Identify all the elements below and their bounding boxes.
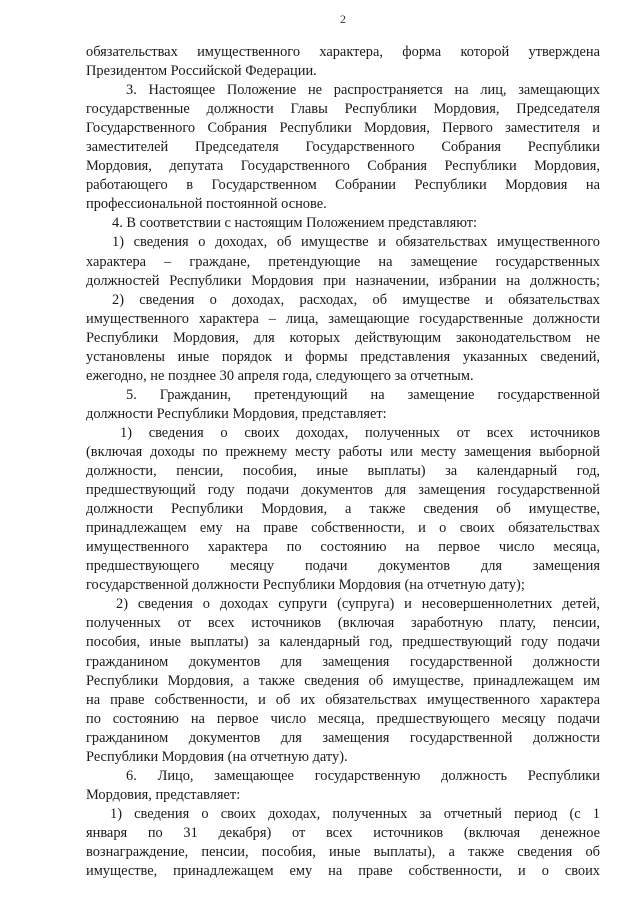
text-line: предшествующий году подачи документов для замещения государственной [86,482,600,499]
text-line: должностей Республики Мордовия при назначении, избрании на должность; [86,272,600,289]
text-line: (включая доходы по прежнему месту работы или месту замещения выборной [86,443,600,460]
text-line: 2) сведения о доходах супруги (супруга) и несовершеннолетних детей, [116,596,600,613]
text-line: предшествующего месяцу подачи документов для замещения [86,558,600,575]
text-line: полученных от всех источников (включая заработную плату, пенсии, [86,615,600,632]
text-line: должности, пенсии, пособия, иные выплаты) за календарный год, [86,463,600,480]
text-line: Мордовия, представляет: [86,786,241,803]
text-line: установлены иные порядок и формы представления указанных сведений, [86,348,600,365]
text-line: 5. Гражданин, претендующий на замещение государственной [126,386,600,403]
text-line: 3. Настоящее Положение не распространяется на лиц, замещающих [126,82,600,99]
page-number: 2 [340,12,346,26]
text-line: гражданином документов для замещения государственной должности [86,653,600,670]
paragraph-5 [86,386,600,424]
text-line: 6. Лицо, замещающее государственную должность Республики [126,767,600,784]
text-line: 4. В соответствии с настоящим Положением представляют: [112,215,478,232]
paragraph-5-2 [86,595,600,766]
text-line: работающего в Государственном Собрании Республики Мордовия на [86,177,600,194]
text-line: пособия, иные выплаты) за календарный год, предшествующий году подачи [86,634,600,651]
text-line: 1) сведения о своих доходах, полученных от всех источников [120,424,600,441]
text-line: января по 31 декабря) от всех источников (включая денежное [86,824,600,841]
text-line: 1) сведения о своих доходах, полученных за отчетный период (с 1 [110,805,600,822]
text-line: Государственного Собрания Республики Мордовия, Первого заместителя и [86,120,600,137]
paragraph-continuation [86,43,600,81]
paragraph-6-1 [86,805,600,881]
text-line: государственной должности Республики Мордовия (на отчетную дату); [86,577,525,594]
text-line: должности Республики Мордовия, представляет: [86,405,387,422]
text-line: ежегодно, не позднее 30 апреля года, следующего за отчетным. [86,367,474,384]
text-line: должности Республики Мордовия, а также сведения об имуществе, [86,501,600,518]
paragraph-4-1 [86,233,600,290]
text-line: гражданином документов для замещения государственной должности [86,729,600,746]
text-line: имущественного характера – лица, замещающие государственные должности [86,310,600,327]
text-line: на праве собственности, и об их обязательствах имущественного характера [86,691,600,708]
text-line: Мордовия, депутата Государственного Собрания Республики Мордовия, [86,158,600,175]
text-line: Республики Мордовия (на отчетную дату). [86,748,348,765]
paragraph-5-1 [86,424,600,595]
text-line: профессиональной постоянной основе. [86,196,327,213]
paragraph-4-2 [86,291,600,386]
text-line: характера – граждане, претендующие на замещение государственных [86,253,600,270]
text-line: Президентом Российской Федерации. [86,63,317,80]
paragraph-6 [86,767,600,805]
text-line: по состоянию на первое число месяца, предшествующего месяцу подачи [86,710,600,727]
paragraph-4 [86,214,600,233]
text-line: имущественного характера по состоянию на первое число месяца, [86,539,600,556]
text-line: 2) сведения о доходах, расходах, об имуществе и обязательствах [112,291,600,308]
text-line: принадлежащем ему на праве собственности, и о своих обязательствах [86,520,600,537]
text-line: Республики Мордовия, для которых действующим законодательством не [86,329,600,346]
text-line: вознаграждение, пенсии, пособия, иные выплаты), а также сведения об [86,843,600,860]
text-line: Республики Мордовия, а также сведения об имуществе, принадлежащем им [86,672,600,689]
paragraph-3 [86,81,600,214]
text-line: государственные должности Главы Республики Мордовия, Председателя [86,101,600,118]
text-line: имуществе, принадлежащем ему на праве собственности, и о своих [86,863,600,880]
text-line: заместителей Председателя Государственного Собрания Республики [86,139,600,156]
text-line: 1) сведения о доходах, об имуществе и обязательствах имущественного [112,234,600,251]
text-line: обязательствах имущественного характера, форма которой утверждена [86,44,600,60]
